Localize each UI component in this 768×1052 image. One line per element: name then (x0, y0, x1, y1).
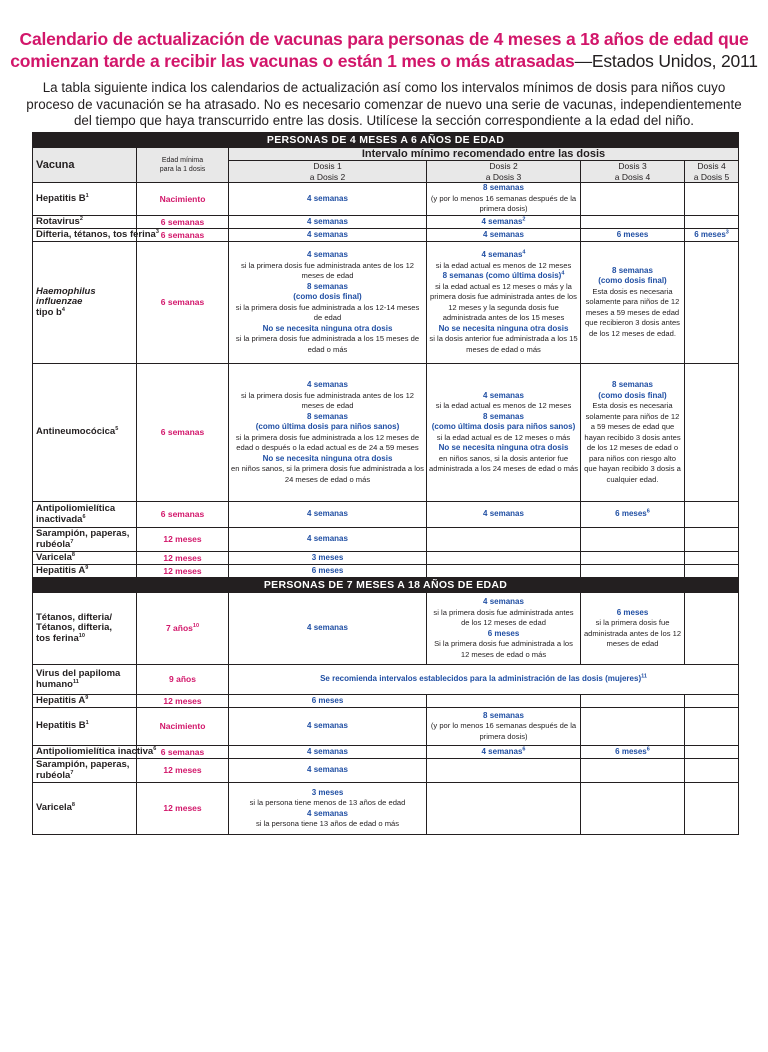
footnote-ref: 5 (115, 426, 119, 433)
interval-value: 4 semanas (483, 390, 524, 400)
min-age-cell: 6 semanas (137, 242, 229, 364)
interval-dose-2-3 (427, 746, 581, 759)
col-header-min-age (137, 148, 229, 183)
interval-value-wrap (429, 271, 578, 282)
footnote-ref: 11 (641, 673, 647, 680)
interval-dose-3-4: 6 meses (581, 229, 685, 242)
min-age-cell: Nacimiento (137, 708, 229, 746)
min-age-cell: 12 meses (137, 783, 229, 835)
interval-dose-1-2: 4 semanas (229, 216, 427, 229)
footnote-ref: 4 (61, 306, 65, 313)
interval-value: (como última dosis para niños sanos) (431, 422, 576, 431)
table-row (33, 708, 739, 746)
vaccine-label-line-1: Tétanos, difteria/ (36, 611, 113, 623)
interval-dose-1-2: 4 semanas (229, 528, 427, 552)
table-row (33, 364, 739, 502)
vaccine-label-line-1: Virus del papiloma (36, 668, 121, 679)
interval-dose-2-3: 4 semanas (427, 502, 581, 528)
vaccine-label-line-2: Tétanos, difteria, (36, 622, 113, 634)
interval-value: 8 semanas (307, 281, 348, 291)
interval-value: 4 semanas (483, 597, 524, 606)
dose-3-4-line-2: a Dosis 4 (614, 171, 651, 182)
vaccine-name (33, 242, 137, 364)
interval-value: 4 semanas (307, 250, 348, 259)
vaccine-label-line-2 (36, 771, 134, 782)
interval-value: (como última dosis para niños sanos) (255, 422, 400, 431)
interval-dose-3-4 (581, 565, 685, 578)
interval-dose-4-5 (685, 502, 739, 528)
interval-dose-4-5 (685, 759, 739, 783)
min-age-cell: 12 meses (137, 528, 229, 552)
vaccine-label-line-1: Antipoliomielítica (36, 503, 116, 514)
vaccine-label: Hepatitis A (36, 564, 86, 576)
interval-value: 8 semanas (612, 380, 653, 389)
footnote-ref: 4 (522, 249, 526, 256)
footnote-ref: 10 (78, 632, 85, 639)
interval-note: si la edad actual es menos de 12 meses (435, 401, 572, 410)
interval-note: Esta dosis es necesaria solamente para niños de 12 a 59 meses de edad que hayan recibido 3 dosis antes de los 12 meses de edad o para niños con riesgo alto que hayan recibido 3 dosis a cualquier edad. (584, 401, 681, 484)
interval-dose-4-5 (685, 695, 739, 708)
vaccine-label: Hepatitis B (36, 720, 86, 732)
col-header-dose-1-2 (229, 161, 427, 183)
interval-dose-1-2: 4 semanas (229, 746, 427, 759)
col-header-vaccine: Vacuna (33, 148, 137, 183)
catch-up-schedule-table (32, 132, 739, 835)
min-age-cell: 12 meses (137, 759, 229, 783)
interval-dose-4-5 (685, 364, 739, 502)
intro-paragraph: La tabla siguiente indica los calendarios de actualización así como los intervalos mínimos de dosis para niños cuyo proceso de vacunación se ha atrasado. No es necesario comenzar de nuevo una serie de vacunas, independientemente del tiempo que haya transcurrido entre las dosis. Utilícese la sección correspondiente a la edad del niño. (26, 80, 742, 128)
interval-dose-1-2: 4 semanas (229, 183, 427, 216)
interval-dose-2-3 (427, 183, 581, 216)
table-row (33, 528, 739, 552)
title-line-1: Calendario de actualización de vacunas para personas de 4 meses a 18 años de edad que (19, 29, 749, 49)
table-row (33, 502, 739, 528)
min-age-value: 7 años (165, 623, 193, 634)
vaccine-name (33, 745, 157, 759)
footnote-ref: 8 (71, 551, 75, 558)
col-header-interval: Intervalo mínimo recomendado entre las dosis (229, 148, 739, 161)
vaccine-label: rubéola (36, 769, 71, 781)
vaccine-label: Difteria, tétanos, tos ferina (36, 228, 156, 240)
interval-dose-1-2 (229, 242, 427, 364)
dose-2-3-line-2: a Dosis 3 (485, 171, 522, 182)
footnote-ref: 9 (85, 564, 89, 571)
vaccine-name (33, 759, 137, 783)
interval-value: (como dosis final) (293, 292, 362, 301)
footnote-ref: 3 (725, 229, 729, 236)
vaccine-label-line-1: Sarampión, paperas, (36, 528, 130, 539)
vaccine-label: tos ferina (36, 632, 79, 644)
vaccine-label: rubéola (36, 538, 71, 550)
interval-dose-2-3 (427, 695, 581, 708)
dose-1-2-line-2: a Dosis 2 (309, 171, 346, 182)
interval-dose-4-5 (685, 242, 739, 364)
interval-dose-2-3 (427, 759, 581, 783)
interval-value: No se necesita ninguna otra dosis (262, 323, 393, 333)
interval-dose-1-2: 4 semanas (229, 229, 427, 242)
interval-value: 4 semanas (481, 216, 523, 226)
footnote-ref: 6 (646, 508, 650, 515)
vaccine-label-line-2 (36, 680, 134, 691)
vaccine-label: humano (36, 678, 73, 690)
vaccine-name (33, 216, 137, 229)
interval-dose-1-2: 4 semanas (229, 502, 427, 528)
interval-note: si la primera dosis fue administrada antes de los 12 meses de edad (240, 390, 415, 410)
interval-note: si la primera dosis fue administrada antes de los 12 meses de edad (240, 260, 415, 280)
interval-dose-3-4 (581, 364, 685, 502)
interval-dose-4-5 (685, 708, 739, 746)
min-age-cell: 6 semanas (137, 364, 229, 502)
interval-dose-4-5 (685, 229, 739, 242)
col-header-dose-4-5 (685, 161, 739, 183)
interval-dose-3-4 (581, 746, 685, 759)
table-row (33, 216, 739, 229)
vaccine-label-line-2 (36, 515, 134, 526)
table-row (33, 229, 739, 242)
vaccine-name (33, 502, 137, 528)
title-line-2-text: comienzan tarde a recibir las vacunas o están 1 mes o más atrasadas (10, 51, 575, 71)
interval-note: si la primera dosis fue administrada antes de los 12 meses de edad (583, 618, 682, 648)
dose-3-4-line-1: Dosis 3 (618, 161, 647, 171)
min-age-cell: 6 semanas (137, 746, 229, 759)
section-title: PERSONAS DE 7 MESES A 18 AÑOS DE EDAD (33, 578, 739, 593)
footnote-ref: 7 (70, 769, 74, 776)
interval-dose-2-3 (427, 216, 581, 229)
dose-1-2-line-1: Dosis 1 (313, 161, 342, 171)
section-header-7m-18y (33, 578, 739, 593)
vaccine-name (33, 565, 137, 578)
interval-dose-3-4 (581, 528, 685, 552)
footnote-ref: 6 (82, 513, 86, 520)
interval-dose-2-3 (427, 242, 581, 364)
vaccine-label: tipo b (36, 306, 62, 318)
interval-value: 6 meses (616, 607, 649, 617)
interval-dose-1-2: 6 meses (229, 695, 427, 708)
vaccine-label-line-2 (36, 540, 134, 551)
table-row (33, 552, 739, 565)
table-row (33, 242, 739, 364)
interval-value: 8 semanas (307, 411, 348, 421)
min-age-cell: 12 meses (137, 695, 229, 708)
interval-dose-4-5 (685, 183, 739, 216)
min-age-cell (137, 593, 229, 665)
interval-dose-3-4 (581, 242, 685, 364)
interval-note: (y por lo menos 16 semanas después de la primera dosis) (430, 193, 577, 214)
column-header-row (33, 148, 739, 161)
interval-dose-2-3 (427, 552, 581, 565)
vaccine-name (33, 708, 137, 746)
interval-dose-4-5 (685, 552, 739, 565)
footnote-ref: 11 (72, 678, 79, 685)
vaccine-label: Varicela (36, 551, 72, 563)
vaccine-label: Antipoliomielítica inactiva (36, 745, 154, 757)
interval-note: si la edad actual es de 12 meses o más (436, 432, 571, 442)
interval-note: si la primera dosis fue administrada a los 15 meses de edad o más (235, 334, 420, 354)
min-age-cell: 6 semanas (137, 229, 229, 242)
interval-value: (como dosis final) (598, 276, 667, 286)
vaccine-label: Hepatitis A (36, 694, 86, 706)
interval-dose-3-4 (581, 759, 685, 783)
vaccine-name (33, 783, 137, 835)
interval-dose-1-2: 4 semanas (229, 708, 427, 746)
interval-value: No se necesita ninguna otra dosis (438, 443, 569, 452)
interval-value-wrap (429, 250, 578, 261)
footnote-ref: 4 (561, 270, 565, 277)
interval-dose-3-4 (581, 593, 685, 665)
interval-value: 8 semanas (como última dosis) (442, 271, 562, 280)
document-title (0, 28, 768, 72)
interval-span-cell (229, 665, 739, 695)
interval-dose-1-2: 6 meses (229, 565, 427, 578)
footnote-ref: 9 (85, 694, 89, 701)
footnote-ref: 1 (85, 720, 89, 727)
dose-4-5-line-1: Dosis 4 (697, 161, 726, 171)
col-header-dose-3-4 (581, 161, 685, 183)
vaccine-name (33, 593, 137, 665)
vaccine-label: Hepatitis B (36, 192, 86, 204)
interval-dose-3-4 (581, 695, 685, 708)
interval-value: 3 meses (311, 787, 344, 797)
interval-value: 8 semanas (483, 183, 524, 193)
min-age-cell: 12 meses (137, 552, 229, 565)
min-age-line-1: Edad mínima (161, 157, 204, 164)
interval-dose-1-2: 4 semanas (229, 759, 427, 783)
interval-dose-3-4 (581, 502, 685, 528)
min-age-line-2: para la 1 dosis (159, 166, 206, 173)
interval-dose-4-5 (685, 783, 739, 835)
interval-dose-2-3 (427, 364, 581, 502)
interval-note: en niños sanos, si la primera dosis fue administrada a los 24 meses de edad o más (231, 464, 424, 484)
footnote-ref: 6 (522, 746, 526, 753)
interval-value: 6 meses (615, 509, 647, 519)
interval-dose-4-5 (685, 216, 739, 229)
interval-note: si la persona tiene 13 años de edad o más (255, 819, 400, 828)
interval-dose-4-5 (685, 565, 739, 578)
interval-value: 8 semanas (483, 411, 524, 421)
table-row (33, 783, 739, 835)
interval-value: 6 meses (487, 628, 520, 638)
interval-value: 8 semanas (612, 265, 653, 275)
vaccine-label-line-1: Haemophilus influenzae (36, 285, 96, 308)
vaccine-name (33, 364, 137, 502)
interval-dose-4-5 (685, 746, 739, 759)
interval-dose-2-3 (427, 528, 581, 552)
interval-value: 4 semanas (307, 380, 348, 389)
interval-dose-3-4 (581, 783, 685, 835)
interval-value: 6 meses (615, 746, 647, 756)
col-header-dose-2-3 (427, 161, 581, 183)
interval-dose-2-3 (427, 783, 581, 835)
min-age-cell: Nacimiento (137, 183, 229, 216)
section-title: PERSONAS DE 4 MESES A 6 AÑOS DE EDAD (33, 133, 739, 148)
footnote-ref: 6 (153, 745, 157, 752)
interval-value: 4 semanas (481, 250, 523, 259)
dose-2-3-line-1: Dosis 2 (489, 161, 518, 171)
footnote-ref: 1 (85, 192, 89, 199)
dose-4-5-line-2: a Dosis 5 (693, 171, 730, 182)
interval-value: 4 semanas (481, 746, 523, 756)
vaccine-label: inactivada (36, 513, 83, 525)
interval-dose-2-3 (427, 565, 581, 578)
interval-value: Se recomienda intervalos establecidos para la administración de las dosis (mujeres) (320, 674, 642, 684)
footnote-ref: 3 (155, 228, 159, 235)
vaccine-label-line-3 (36, 634, 134, 645)
interval-dose-1-2: 4 semanas (229, 593, 427, 665)
vaccine-name (33, 528, 137, 552)
vaccine-name (33, 228, 159, 242)
footnote-ref: 2 (522, 216, 526, 223)
vaccine-name (33, 552, 137, 565)
table-row (33, 759, 739, 783)
vaccine-label-line-2 (36, 308, 134, 319)
interval-note: si la primera dosis fue administrada antes de los 12 meses de edad (433, 607, 574, 627)
footnote-ref: 10 (192, 623, 200, 630)
interval-note: si la edad actual es 12 meses o más y la primera dosis fue administrada antes de los 12 meses y la segunda dosis fue administrada antes de los 15 meses (430, 281, 577, 322)
min-age-cell: 6 semanas (137, 502, 229, 528)
interval-note: Esta dosis es necesaria solamente para niños de 12 meses a 59 meses de edad que recibieron 3 dosis antes de los 12 meses de edad. (585, 286, 680, 338)
interval-dose-1-2 (229, 364, 427, 502)
interval-value: 6 meses (694, 229, 726, 239)
interval-dose-3-4 (581, 552, 685, 565)
footnote-ref: 7 (70, 538, 74, 545)
interval-dose-1-2 (229, 783, 427, 835)
min-age-cell: 9 años (137, 665, 229, 695)
interval-note: si la dosis anterior fue administrada a los 15 meses de edad o más (429, 334, 578, 354)
interval-note: en niños sanos, si la dosis anterior fue administrada a los 24 meses de edad o más (429, 453, 579, 473)
table-row (33, 665, 739, 695)
table-row (33, 695, 739, 708)
interval-note: si la persona tiene menos de 13 años de edad (249, 798, 406, 807)
section-header-4m-6y (33, 133, 739, 148)
interval-note: Si la primera dosis fue administrada a los 12 meses de edad o más (434, 639, 573, 659)
vaccine-label-line-1: Sarampión, paperas, (36, 759, 130, 770)
interval-dose-3-4 (581, 216, 685, 229)
interval-value: 4 semanas (307, 808, 348, 818)
footnote-ref: 8 (71, 802, 75, 809)
vaccine-name (33, 183, 137, 216)
interval-note: si la primera dosis fue administrada a los 12-14 meses de edad (235, 302, 420, 322)
table-row (33, 746, 739, 759)
interval-value: 8 semanas (483, 710, 524, 720)
vaccine-label: Antineumocócica (36, 426, 116, 438)
interval-note: (y por lo menos 16 semanas después de la primera dosis) (430, 721, 577, 741)
table-row (33, 593, 739, 665)
min-age-cell: 12 meses (137, 565, 229, 578)
interval-dose-4-5 (685, 528, 739, 552)
interval-note: si la edad actual es menos de 12 meses (435, 260, 572, 270)
vaccine-label: Rotavirus (36, 215, 80, 227)
vaccine-name (33, 695, 137, 708)
min-age-cell: 6 semanas (137, 216, 229, 229)
footnote-ref: 6 (646, 746, 650, 753)
interval-value: (como dosis final) (598, 390, 667, 400)
interval-dose-1-2: 3 meses (229, 552, 427, 565)
vaccine-label: Varicela (36, 802, 72, 814)
interval-dose-2-3: 4 semanas (427, 229, 581, 242)
interval-dose-2-3 (427, 593, 581, 665)
interval-dose-3-4 (581, 183, 685, 216)
table-row (33, 183, 739, 216)
interval-note: si la primera dosis fue administrada a los 12 meses de edad o después o la edad actual es de 24 a 59 meses (235, 432, 420, 452)
title-line-2 (0, 50, 768, 72)
interval-dose-2-3 (427, 708, 581, 746)
footnote-ref: 2 (79, 215, 83, 222)
interval-value: No se necesita ninguna otra dosis (438, 323, 569, 333)
title-suffix: —Estados Unidos, 2011 (574, 51, 758, 71)
table-row (33, 565, 739, 578)
interval-dose-4-5 (685, 593, 739, 665)
interval-value: No se necesita ninguna otra dosis (262, 453, 393, 463)
vaccine-name (33, 665, 137, 695)
interval-dose-3-4 (581, 708, 685, 746)
